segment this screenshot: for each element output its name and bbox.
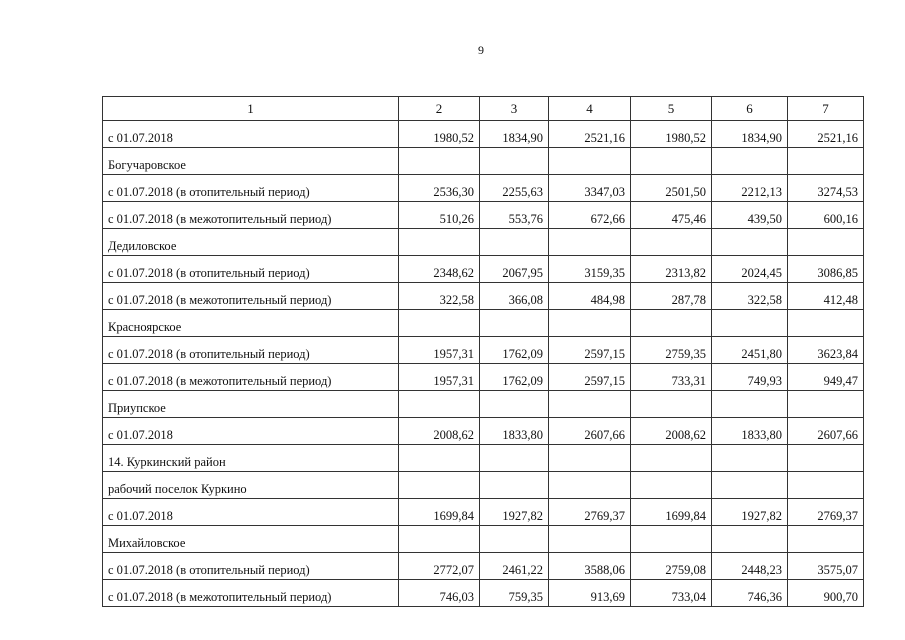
- table-row: [103, 229, 864, 256]
- value-cell: 672,66: [549, 202, 631, 229]
- value-cell: [712, 472, 788, 499]
- value-cell: 2597,15: [549, 364, 631, 391]
- row-label: Приупское: [103, 391, 399, 418]
- value-cell: 2536,30: [399, 175, 480, 202]
- value-cell: 553,76: [480, 202, 549, 229]
- value-cell: 2521,16: [549, 121, 631, 148]
- row-label: Михайловское: [103, 526, 399, 553]
- value-cell: [788, 229, 864, 256]
- table-row: [103, 526, 864, 553]
- value-cell: [712, 148, 788, 175]
- table-row: [103, 121, 864, 148]
- table-row: [103, 418, 864, 445]
- value-cell: 2448,23: [712, 553, 788, 580]
- value-cell: 900,70: [788, 580, 864, 607]
- value-cell: 2607,66: [549, 418, 631, 445]
- value-cell: 2008,62: [631, 418, 712, 445]
- value-cell: 1927,82: [712, 499, 788, 526]
- value-cell: [712, 526, 788, 553]
- value-cell: 733,31: [631, 364, 712, 391]
- value-cell: [631, 391, 712, 418]
- row-label: Дедиловское: [103, 229, 399, 256]
- table-row: [103, 337, 864, 364]
- value-cell: 2348,62: [399, 256, 480, 283]
- value-cell: 3159,35: [549, 256, 631, 283]
- value-cell: 2501,50: [631, 175, 712, 202]
- row-label: с 01.07.2018 (в отопительный период): [103, 256, 399, 283]
- value-cell: 1834,90: [712, 121, 788, 148]
- value-cell: 2607,66: [788, 418, 864, 445]
- row-label: Богучаровское: [103, 148, 399, 175]
- table-row: [103, 364, 864, 391]
- value-cell: 2769,37: [788, 499, 864, 526]
- header-cell: 2: [399, 97, 480, 121]
- row-label: с 01.07.2018 (в отопительный период): [103, 175, 399, 202]
- row-label: с 01.07.2018 (в межотопительный период): [103, 364, 399, 391]
- value-cell: 2451,80: [712, 337, 788, 364]
- row-label: с 01.07.2018 (в межотопительный период): [103, 202, 399, 229]
- value-cell: [788, 526, 864, 553]
- row-label: Красноярское: [103, 310, 399, 337]
- value-cell: 1957,31: [399, 337, 480, 364]
- value-cell: 600,16: [788, 202, 864, 229]
- value-cell: 2759,35: [631, 337, 712, 364]
- table-row: [103, 310, 864, 337]
- value-cell: [788, 148, 864, 175]
- value-cell: [480, 472, 549, 499]
- value-cell: [712, 391, 788, 418]
- table-row: [103, 391, 864, 418]
- value-cell: 322,58: [712, 283, 788, 310]
- row-label: с 01.07.2018 (в межотопительный период): [103, 580, 399, 607]
- value-cell: 2521,16: [788, 121, 864, 148]
- row-label: с 01.07.2018 (в отопительный период): [103, 337, 399, 364]
- value-cell: [480, 391, 549, 418]
- value-cell: 1833,80: [712, 418, 788, 445]
- value-cell: 3575,07: [788, 553, 864, 580]
- value-cell: 3588,06: [549, 553, 631, 580]
- table-row: [103, 553, 864, 580]
- value-cell: 2024,45: [712, 256, 788, 283]
- value-cell: 2759,08: [631, 553, 712, 580]
- value-cell: 2212,13: [712, 175, 788, 202]
- value-cell: 3347,03: [549, 175, 631, 202]
- value-cell: 1980,52: [631, 121, 712, 148]
- table-row: [103, 175, 864, 202]
- value-cell: [549, 391, 631, 418]
- row-label: с 01.07.2018: [103, 121, 399, 148]
- value-cell: 1762,09: [480, 364, 549, 391]
- header-cell: 7: [788, 97, 864, 121]
- value-cell: 749,93: [712, 364, 788, 391]
- value-cell: [399, 526, 480, 553]
- value-cell: 733,04: [631, 580, 712, 607]
- value-cell: 1762,09: [480, 337, 549, 364]
- value-cell: [399, 391, 480, 418]
- header-cell: 6: [712, 97, 788, 121]
- value-cell: [549, 229, 631, 256]
- value-cell: [631, 229, 712, 256]
- value-cell: [631, 148, 712, 175]
- value-cell: [788, 391, 864, 418]
- value-cell: [631, 310, 712, 337]
- value-cell: 2461,22: [480, 553, 549, 580]
- row-label: с 01.07.2018 (в отопительный период): [103, 553, 399, 580]
- row-label: рабочий поселок Куркино: [103, 472, 399, 499]
- tariff-table: [102, 96, 864, 607]
- value-cell: 366,08: [480, 283, 549, 310]
- table-row: [103, 202, 864, 229]
- value-cell: [631, 472, 712, 499]
- value-cell: [712, 229, 788, 256]
- value-cell: 1980,52: [399, 121, 480, 148]
- value-cell: 913,69: [549, 580, 631, 607]
- value-cell: 759,35: [480, 580, 549, 607]
- value-cell: [480, 148, 549, 175]
- page-number: 9: [478, 43, 484, 57]
- value-cell: [712, 310, 788, 337]
- value-cell: [480, 310, 549, 337]
- value-cell: 322,58: [399, 283, 480, 310]
- table-row: [103, 256, 864, 283]
- value-cell: 439,50: [712, 202, 788, 229]
- value-cell: 1699,84: [631, 499, 712, 526]
- value-cell: [399, 310, 480, 337]
- value-cell: 3274,53: [788, 175, 864, 202]
- value-cell: 1957,31: [399, 364, 480, 391]
- value-cell: 1834,90: [480, 121, 549, 148]
- value-cell: 287,78: [631, 283, 712, 310]
- value-cell: [549, 445, 631, 472]
- value-cell: 2769,37: [549, 499, 631, 526]
- value-cell: [399, 148, 480, 175]
- header-cell: 4: [549, 97, 631, 121]
- header-row: [103, 97, 864, 121]
- value-cell: [788, 472, 864, 499]
- value-cell: [712, 445, 788, 472]
- table-row: [103, 580, 864, 607]
- table-row: [103, 472, 864, 499]
- value-cell: [549, 310, 631, 337]
- row-label: с 01.07.2018: [103, 499, 399, 526]
- value-cell: [549, 472, 631, 499]
- value-cell: [480, 526, 549, 553]
- value-cell: 510,26: [399, 202, 480, 229]
- value-cell: 2067,95: [480, 256, 549, 283]
- table-row: [103, 148, 864, 175]
- value-cell: 1833,80: [480, 418, 549, 445]
- value-cell: 2772,07: [399, 553, 480, 580]
- value-cell: [788, 310, 864, 337]
- row-label: с 01.07.2018: [103, 418, 399, 445]
- value-cell: [549, 148, 631, 175]
- tariff-table-body: [103, 97, 864, 607]
- table-row: [103, 499, 864, 526]
- table-row: [103, 283, 864, 310]
- row-label: с 01.07.2018 (в межотопительный период): [103, 283, 399, 310]
- header-cell: 5: [631, 97, 712, 121]
- table-row: [103, 445, 864, 472]
- value-cell: [631, 445, 712, 472]
- value-cell: [631, 526, 712, 553]
- value-cell: 2313,82: [631, 256, 712, 283]
- header-cell: 1: [103, 97, 399, 121]
- value-cell: [399, 472, 480, 499]
- value-cell: 412,48: [788, 283, 864, 310]
- value-cell: 484,98: [549, 283, 631, 310]
- value-cell: 2255,63: [480, 175, 549, 202]
- value-cell: [399, 229, 480, 256]
- value-cell: [399, 445, 480, 472]
- value-cell: 2597,15: [549, 337, 631, 364]
- value-cell: [480, 445, 549, 472]
- value-cell: 1927,82: [480, 499, 549, 526]
- value-cell: 2008,62: [399, 418, 480, 445]
- value-cell: 1699,84: [399, 499, 480, 526]
- value-cell: [788, 445, 864, 472]
- value-cell: 949,47: [788, 364, 864, 391]
- value-cell: 3086,85: [788, 256, 864, 283]
- value-cell: 746,36: [712, 580, 788, 607]
- value-cell: 475,46: [631, 202, 712, 229]
- value-cell: [480, 229, 549, 256]
- row-label: 14. Куркинский район: [103, 445, 399, 472]
- value-cell: 3623,84: [788, 337, 864, 364]
- header-cell: 3: [480, 97, 549, 121]
- value-cell: [549, 526, 631, 553]
- value-cell: 746,03: [399, 580, 480, 607]
